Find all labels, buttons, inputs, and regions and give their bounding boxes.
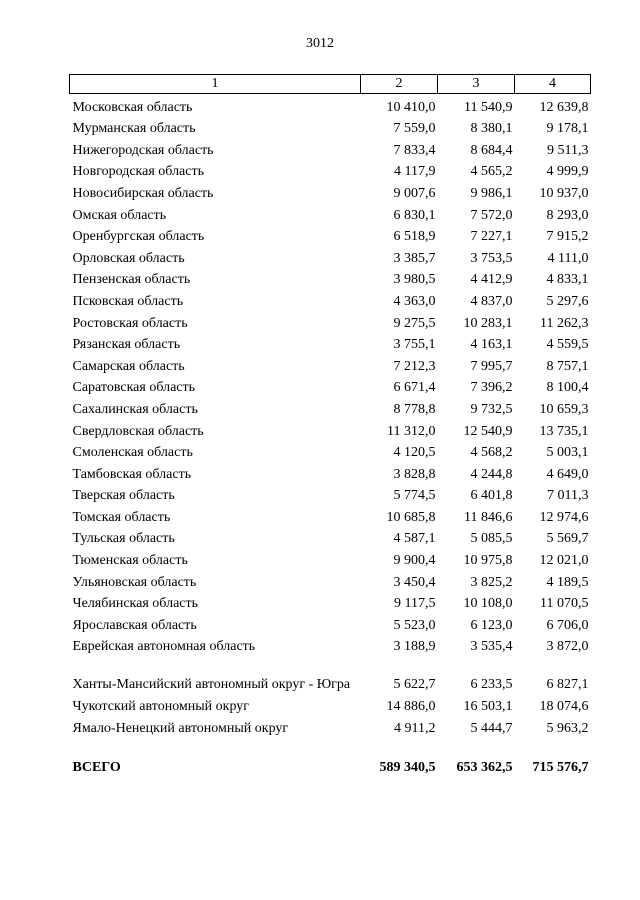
region-name-cell: Московская область [72, 99, 193, 115]
value-cell: 6 518,9 [393, 229, 436, 245]
value-cell: 3 980,5 [393, 272, 436, 288]
table-row [70, 634, 591, 656]
table-body [70, 94, 591, 776]
value-cell: 7 572,0 [470, 207, 513, 223]
value-cell: 7 227,1 [470, 229, 513, 245]
region-name-cell: Челябинская область [72, 596, 198, 612]
value-cell: 3 872,0 [546, 639, 589, 655]
value-cell: 3 188,9 [393, 639, 436, 655]
table-row [70, 655, 591, 693]
value-cell: 4 363,0 [393, 293, 436, 309]
value-cell: 6 830,1 [393, 207, 436, 223]
region-name-cell: Тюменская область [72, 553, 188, 569]
region-name-cell: Тверская область [72, 488, 175, 504]
column-header: 3 [438, 75, 515, 94]
value-cell: 9 275,5 [393, 315, 436, 331]
region-name-cell: Нижегородская область [72, 142, 214, 158]
value-cell: 4 412,9 [470, 272, 513, 288]
value-cell: 7 396,2 [470, 380, 513, 396]
value-cell: 12 540,9 [463, 423, 513, 439]
value-cell: 7 212,3 [393, 358, 436, 374]
value-cell: 4 111,0 [547, 250, 589, 266]
value-cell: 4 565,2 [470, 164, 513, 180]
value-cell: 11 846,6 [464, 509, 513, 525]
table-row [70, 375, 591, 397]
value-cell: 6 671,4 [393, 380, 436, 396]
table-row [70, 332, 591, 354]
value-cell: 10 659,3 [539, 401, 589, 417]
value-cell: 14 886,0 [386, 699, 436, 715]
region-name-cell: Смоленская область [72, 445, 193, 461]
region-name-cell: Саратовская область [72, 380, 196, 396]
region-name-cell: Чукотский автономный округ [72, 699, 250, 715]
value-cell: 12 974,6 [539, 509, 589, 525]
value-cell: 11 312,0 [387, 423, 436, 439]
value-cell: 4 189,5 [546, 574, 589, 590]
value-cell: 5 085,5 [470, 531, 513, 547]
value-cell: 11 262,3 [540, 315, 589, 331]
value-cell: 8 380,1 [470, 121, 513, 137]
region-name-cell: Сахалинская область [72, 401, 198, 417]
value-cell: 4 117,9 [394, 164, 436, 180]
table-row [70, 440, 591, 462]
value-cell: 10 283,1 [463, 315, 513, 331]
region-name-cell: Новгородская область [72, 164, 204, 180]
table-row [70, 116, 591, 138]
table-row [70, 353, 591, 375]
value-cell: 7 995,7 [470, 358, 513, 374]
value-cell: 4 244,8 [470, 466, 513, 482]
region-name-cell: Мурманская область [72, 121, 196, 137]
region-name-cell: Еврейская автономная область [72, 639, 256, 655]
value-cell: 7 915,2 [546, 229, 589, 245]
total-value: 653 362,5 [456, 759, 513, 775]
region-name-cell: Ямало-Ненецкий автономный округ [72, 720, 289, 736]
value-cell: 6 827,1 [546, 677, 589, 693]
value-cell: 4 649,0 [546, 466, 589, 482]
value-cell: 5 523,0 [393, 617, 436, 633]
value-cell: 8 684,4 [470, 142, 513, 158]
value-cell: 7 011,3 [547, 488, 589, 504]
region-name-cell: Новосибирская область [72, 185, 214, 201]
table-row [70, 202, 591, 224]
table-row [70, 547, 591, 569]
table-row [70, 396, 591, 418]
table-row [70, 94, 591, 116]
value-cell: 4 833,1 [546, 272, 589, 288]
table-row [70, 693, 591, 715]
table-row [70, 461, 591, 483]
value-cell: 6 401,8 [470, 488, 513, 504]
value-cell: 6 123,0 [470, 617, 513, 633]
table-row [70, 224, 591, 246]
value-cell: 4 559,5 [546, 337, 589, 353]
value-cell: 9 117,5 [394, 596, 436, 612]
table-row [70, 504, 591, 526]
table-row [70, 715, 591, 737]
region-name-cell: Тамбовская область [72, 466, 192, 482]
region-name-cell: Псковская область [72, 293, 184, 309]
table-row [70, 159, 591, 181]
table-row [70, 310, 591, 332]
region-name-cell: Свердловская область [72, 423, 204, 439]
value-cell: 3 755,1 [393, 337, 436, 353]
total-row [70, 755, 591, 776]
region-name-cell: Ростовская область [72, 315, 188, 331]
value-cell: 4 999,9 [546, 164, 589, 180]
region-name-cell: Ярославская область [72, 617, 197, 633]
total-value: 589 340,5 [379, 759, 436, 775]
value-cell: 5 569,7 [546, 531, 589, 547]
value-cell: 10 937,0 [539, 185, 589, 201]
value-cell: 12 639,8 [539, 99, 589, 115]
value-cell: 5 003,1 [546, 445, 589, 461]
value-cell: 4 837,0 [470, 293, 513, 309]
table-row [70, 288, 591, 310]
value-cell: 3 385,7 [393, 250, 436, 266]
value-cell: 11 070,5 [540, 596, 589, 612]
value-cell: 12 021,0 [539, 553, 589, 569]
value-cell: 3 450,4 [393, 574, 436, 590]
table-row [70, 180, 591, 202]
value-cell: 7 559,0 [393, 121, 436, 137]
spacer-row [70, 737, 591, 755]
region-name-cell: Тульская область [72, 531, 175, 547]
value-cell: 8 778,8 [393, 401, 436, 417]
value-cell: 5 622,7 [393, 677, 436, 693]
value-cell: 10 975,8 [463, 553, 513, 569]
value-cell: 4 911,2 [394, 720, 436, 736]
column-header: 4 [515, 75, 591, 94]
value-cell: 3 828,8 [393, 466, 436, 482]
region-name-cell: Самарская область [72, 358, 185, 374]
value-cell: 3 753,5 [470, 250, 513, 266]
value-cell: 3 825,2 [470, 574, 513, 590]
region-name-cell: Омская область [72, 207, 167, 223]
value-cell: 4 568,2 [470, 445, 513, 461]
value-cell: 6 706,0 [546, 617, 589, 633]
region-name-cell: Ульяновская область [72, 574, 197, 590]
value-cell: 9 986,1 [470, 185, 513, 201]
total-value: 715 576,7 [532, 759, 589, 775]
value-cell: 10 108,0 [463, 596, 513, 612]
region-name-cell: Ханты-Мансийский автономный округ - Югра [72, 677, 351, 693]
region-name-cell: Рязанская область [72, 337, 181, 353]
value-cell: 5 297,6 [546, 293, 589, 309]
value-cell: 4 587,1 [393, 531, 436, 547]
table-row [70, 483, 591, 505]
value-cell: 5 444,7 [470, 720, 513, 736]
column-header: 1 [70, 75, 361, 94]
value-cell: 11 540,9 [464, 99, 513, 115]
value-cell: 9 007,6 [393, 185, 436, 201]
value-cell: 8 293,0 [546, 207, 589, 223]
page-number: 3012 [306, 36, 334, 51]
table-header-row [70, 75, 591, 94]
allocation-table [69, 74, 591, 776]
value-cell: 5 963,2 [546, 720, 589, 736]
value-cell: 7 833,4 [393, 142, 436, 158]
total-label: ВСЕГО [72, 759, 121, 775]
value-cell: 9 732,5 [470, 401, 513, 417]
value-cell: 9 900,4 [393, 553, 436, 569]
table-row [70, 591, 591, 613]
region-name-cell: Томская область [72, 509, 171, 525]
value-cell: 3 535,4 [470, 639, 513, 655]
value-cell: 16 503,1 [463, 699, 513, 715]
table-row [70, 418, 591, 440]
region-name-cell: Орловская область [72, 250, 185, 266]
column-header: 2 [361, 75, 438, 94]
table-row [70, 612, 591, 634]
value-cell: 5 774,5 [393, 488, 436, 504]
value-cell: 6 233,5 [470, 677, 513, 693]
region-name-cell: Пензенская область [72, 272, 191, 288]
value-cell: 4 120,5 [393, 445, 436, 461]
table-row [70, 137, 591, 159]
value-cell: 10 410,0 [386, 99, 436, 115]
region-name-cell: Оренбургская область [72, 229, 205, 245]
value-cell: 13 735,1 [539, 423, 589, 439]
table-row [70, 267, 591, 289]
value-cell: 8 757,1 [546, 358, 589, 374]
value-cell: 9 178,1 [546, 121, 589, 137]
value-cell: 18 074,6 [539, 699, 589, 715]
value-cell: 4 163,1 [470, 337, 513, 353]
value-cell: 10 685,8 [386, 509, 436, 525]
table-row [70, 526, 591, 548]
value-cell: 9 511,3 [547, 142, 589, 158]
value-cell: 8 100,4 [546, 380, 589, 396]
table-row [70, 245, 591, 267]
table-row [70, 569, 591, 591]
